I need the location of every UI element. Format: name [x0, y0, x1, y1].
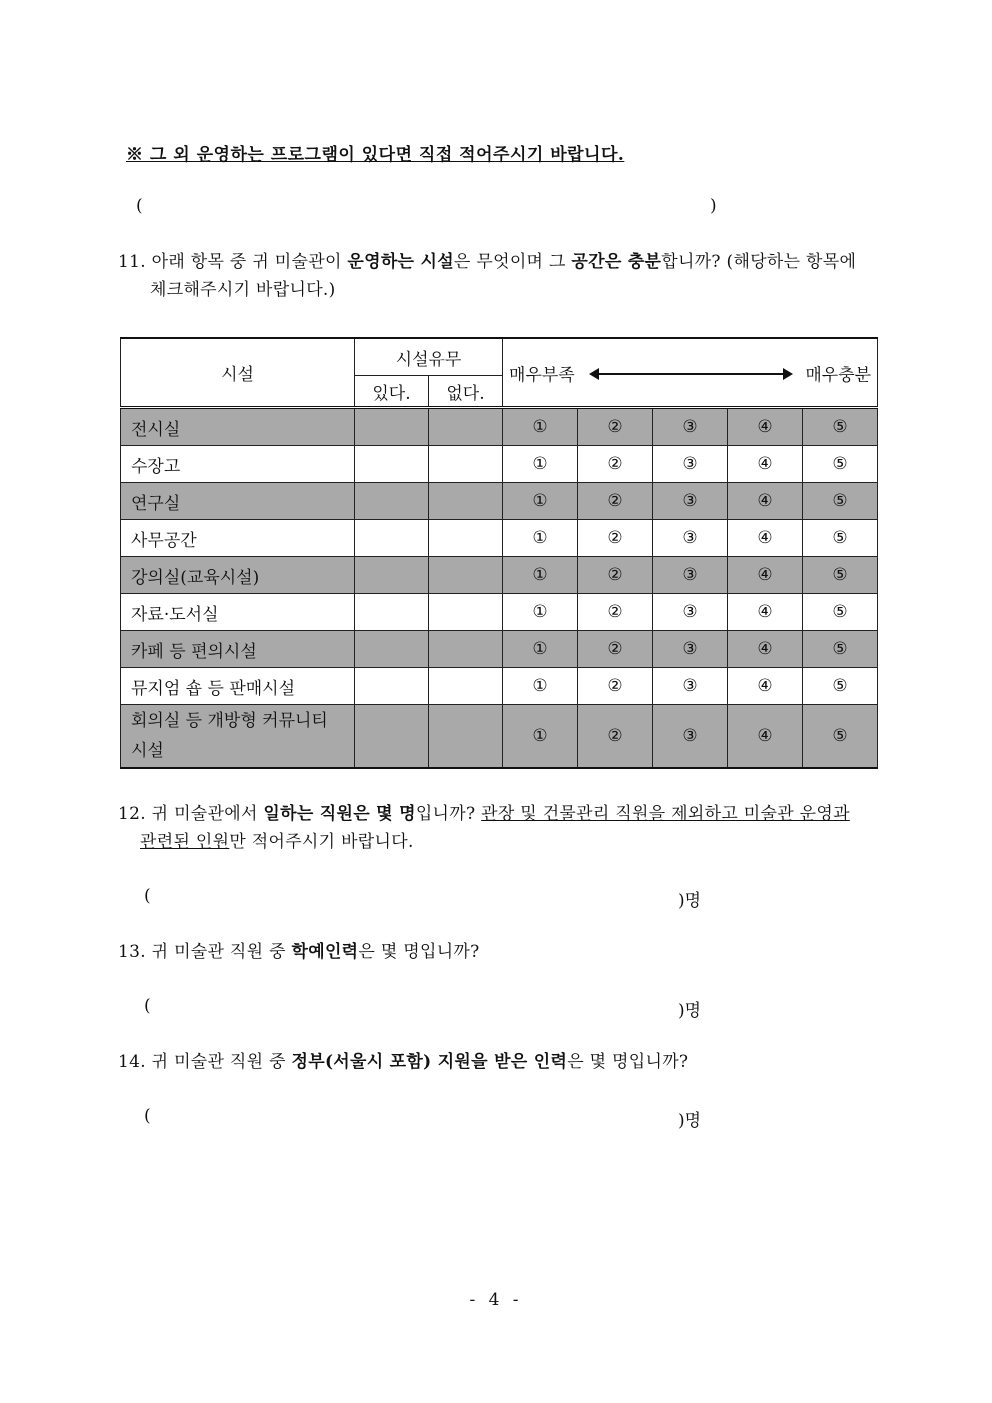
facility-name: 회의실 등 개방형 커뮤니티 시설 — [121, 705, 355, 769]
exists-yes-cell[interactable] — [355, 631, 429, 668]
table-row — [121, 483, 878, 520]
rating-option-5[interactable]: ⑤ — [803, 557, 878, 594]
exists-no-cell[interactable] — [429, 446, 503, 483]
exists-no-cell[interactable] — [429, 594, 503, 631]
rating-option-2[interactable]: ② — [578, 520, 653, 557]
header-yes: 있다. — [355, 376, 429, 408]
rating-option-5[interactable]: ⑤ — [803, 483, 878, 520]
rating-option-4[interactable]: ④ — [728, 705, 803, 769]
exists-no-cell[interactable] — [429, 668, 503, 705]
rating-option-5[interactable]: ⑤ — [803, 408, 878, 446]
rating-option-4[interactable]: ④ — [728, 668, 803, 705]
answer-paren-close: )명 — [678, 891, 702, 911]
rating-option-3[interactable]: ③ — [653, 631, 728, 668]
exists-no-cell[interactable] — [429, 408, 503, 446]
rating-option-5[interactable]: ⑤ — [803, 705, 878, 769]
answer-paren-open: ( — [136, 196, 143, 216]
question-number: 13. — [118, 942, 146, 962]
rating-option-1[interactable]: ① — [503, 520, 578, 557]
double-arrow-icon — [591, 373, 791, 375]
rating-option-2[interactable]: ② — [578, 705, 653, 769]
rating-option-2[interactable]: ② — [578, 483, 653, 520]
page-number: - 4 - — [469, 1290, 523, 1310]
rating-option-4[interactable]: ④ — [728, 483, 803, 520]
exists-yes-cell[interactable] — [355, 594, 429, 631]
question-number: 14. — [118, 1052, 146, 1072]
answer-paren-open: ( — [144, 1106, 151, 1126]
answer-paren-open: ( — [144, 996, 151, 1016]
exists-yes-cell[interactable] — [355, 446, 429, 483]
table-row — [121, 520, 878, 557]
exists-yes-cell[interactable] — [355, 705, 429, 769]
rating-option-3[interactable]: ③ — [653, 668, 728, 705]
program-note: ※ 그 외 운영하는 프로그램이 있다면 직접 적어주시기 바랍니다. — [126, 145, 625, 165]
exists-yes-cell[interactable] — [355, 483, 429, 520]
answer-paren-close: )명 — [678, 1001, 702, 1021]
rating-option-1[interactable]: ① — [503, 705, 578, 769]
rating-option-3[interactable]: ③ — [653, 594, 728, 631]
rating-option-3[interactable]: ③ — [653, 705, 728, 769]
rating-option-3[interactable]: ③ — [653, 557, 728, 594]
facility-name: 전시실 — [121, 408, 355, 446]
rating-option-5[interactable]: ⑤ — [803, 446, 878, 483]
answer-paren-close: ) — [710, 196, 717, 216]
table-row — [121, 668, 878, 705]
facility-name: 뮤지엄 숍 등 판매시설 — [121, 668, 355, 705]
facility-name: 사무공간 — [121, 520, 355, 557]
exists-yes-cell[interactable] — [355, 408, 429, 446]
rating-option-4[interactable]: ④ — [728, 594, 803, 631]
rating-option-4[interactable]: ④ — [728, 446, 803, 483]
rating-option-2[interactable]: ② — [578, 631, 653, 668]
question-12: 12. 귀 미술관에서 일하는 직원은 몇 명입니까? 관장 및 건물관리 직원을 제외하고 미술관 운영과 관련된 인원만 적어주시기 바랍니다. — [118, 804, 850, 852]
rating-option-1[interactable]: ① — [503, 557, 578, 594]
facility-name: 카페 등 편의시설 — [121, 631, 355, 668]
rating-option-2[interactable]: ② — [578, 668, 653, 705]
rating-option-1[interactable]: ① — [503, 483, 578, 520]
header-facility: 시설 — [121, 338, 355, 408]
table-row — [121, 557, 878, 594]
rating-option-5[interactable]: ⑤ — [803, 520, 878, 557]
exists-no-cell[interactable] — [429, 520, 503, 557]
rating-option-1[interactable]: ① — [503, 408, 578, 446]
rating-option-4[interactable]: ④ — [728, 408, 803, 446]
question-number: 12. — [118, 804, 146, 824]
rating-option-4[interactable]: ④ — [728, 631, 803, 668]
question-number: 11. — [118, 252, 146, 272]
rating-option-2[interactable]: ② — [578, 408, 653, 446]
table-row — [121, 594, 878, 631]
rating-option-3[interactable]: ③ — [653, 483, 728, 520]
facility-name: 강의실(교육시설) — [121, 557, 355, 594]
table-row — [121, 446, 878, 483]
exists-no-cell[interactable] — [429, 557, 503, 594]
answer-paren-open: ( — [144, 886, 151, 906]
rating-option-4[interactable]: ④ — [728, 520, 803, 557]
question-11-line2: 체크해주시기 바랍니다.) — [150, 280, 336, 300]
header-exists: 시설유무 — [355, 338, 503, 376]
facility-name: 연구실 — [121, 483, 355, 520]
exists-no-cell[interactable] — [429, 483, 503, 520]
exists-yes-cell[interactable] — [355, 668, 429, 705]
exists-no-cell[interactable] — [429, 631, 503, 668]
rating-option-2[interactable]: ② — [578, 446, 653, 483]
rating-option-1[interactable]: ① — [503, 594, 578, 631]
rating-option-1[interactable]: ① — [503, 446, 578, 483]
rating-option-1[interactable]: ① — [503, 631, 578, 668]
answer-paren-close: )명 — [678, 1111, 702, 1131]
table-row — [121, 408, 878, 446]
rating-option-3[interactable]: ③ — [653, 520, 728, 557]
header-scale — [503, 338, 878, 408]
question-11: 11. 아래 항목 중 귀 미술관이 운영하는 시설은 무엇이며 그 공간은 충분합니까? (해당하는 항목에 체크해주시기 바랍니다.) — [118, 248, 878, 304]
rating-option-5[interactable]: ⑤ — [803, 668, 878, 705]
question-13: 13. 귀 미술관 직원 중 학예인력은 몇 명입니까? — [118, 942, 480, 962]
rating-option-5[interactable]: ⑤ — [803, 594, 878, 631]
rating-option-2[interactable]: ② — [578, 594, 653, 631]
facility-table — [120, 337, 878, 769]
rating-option-2[interactable]: ② — [578, 557, 653, 594]
facility-name: 수장고 — [121, 446, 355, 483]
rating-option-1[interactable]: ① — [503, 668, 578, 705]
table-row — [121, 705, 878, 769]
rating-option-5[interactable]: ⑤ — [803, 631, 878, 668]
rating-option-3[interactable]: ③ — [653, 408, 728, 446]
question-14: 14. 귀 미술관 직원 중 정부(서울시 포함) 지원을 받은 인력은 몇 명입니까? — [118, 1052, 689, 1072]
scale-low-label: 매우부족 — [509, 365, 575, 385]
exists-no-cell[interactable] — [429, 705, 503, 769]
exists-yes-cell[interactable] — [355, 520, 429, 557]
exists-yes-cell[interactable] — [355, 557, 429, 594]
scale-high-label: 매우충분 — [805, 365, 872, 385]
header-no: 없다. — [429, 376, 503, 408]
rating-option-3[interactable]: ③ — [653, 446, 728, 483]
rating-option-4[interactable]: ④ — [728, 557, 803, 594]
facility-name: 자료·도서실 — [121, 594, 355, 631]
table-row — [121, 631, 878, 668]
